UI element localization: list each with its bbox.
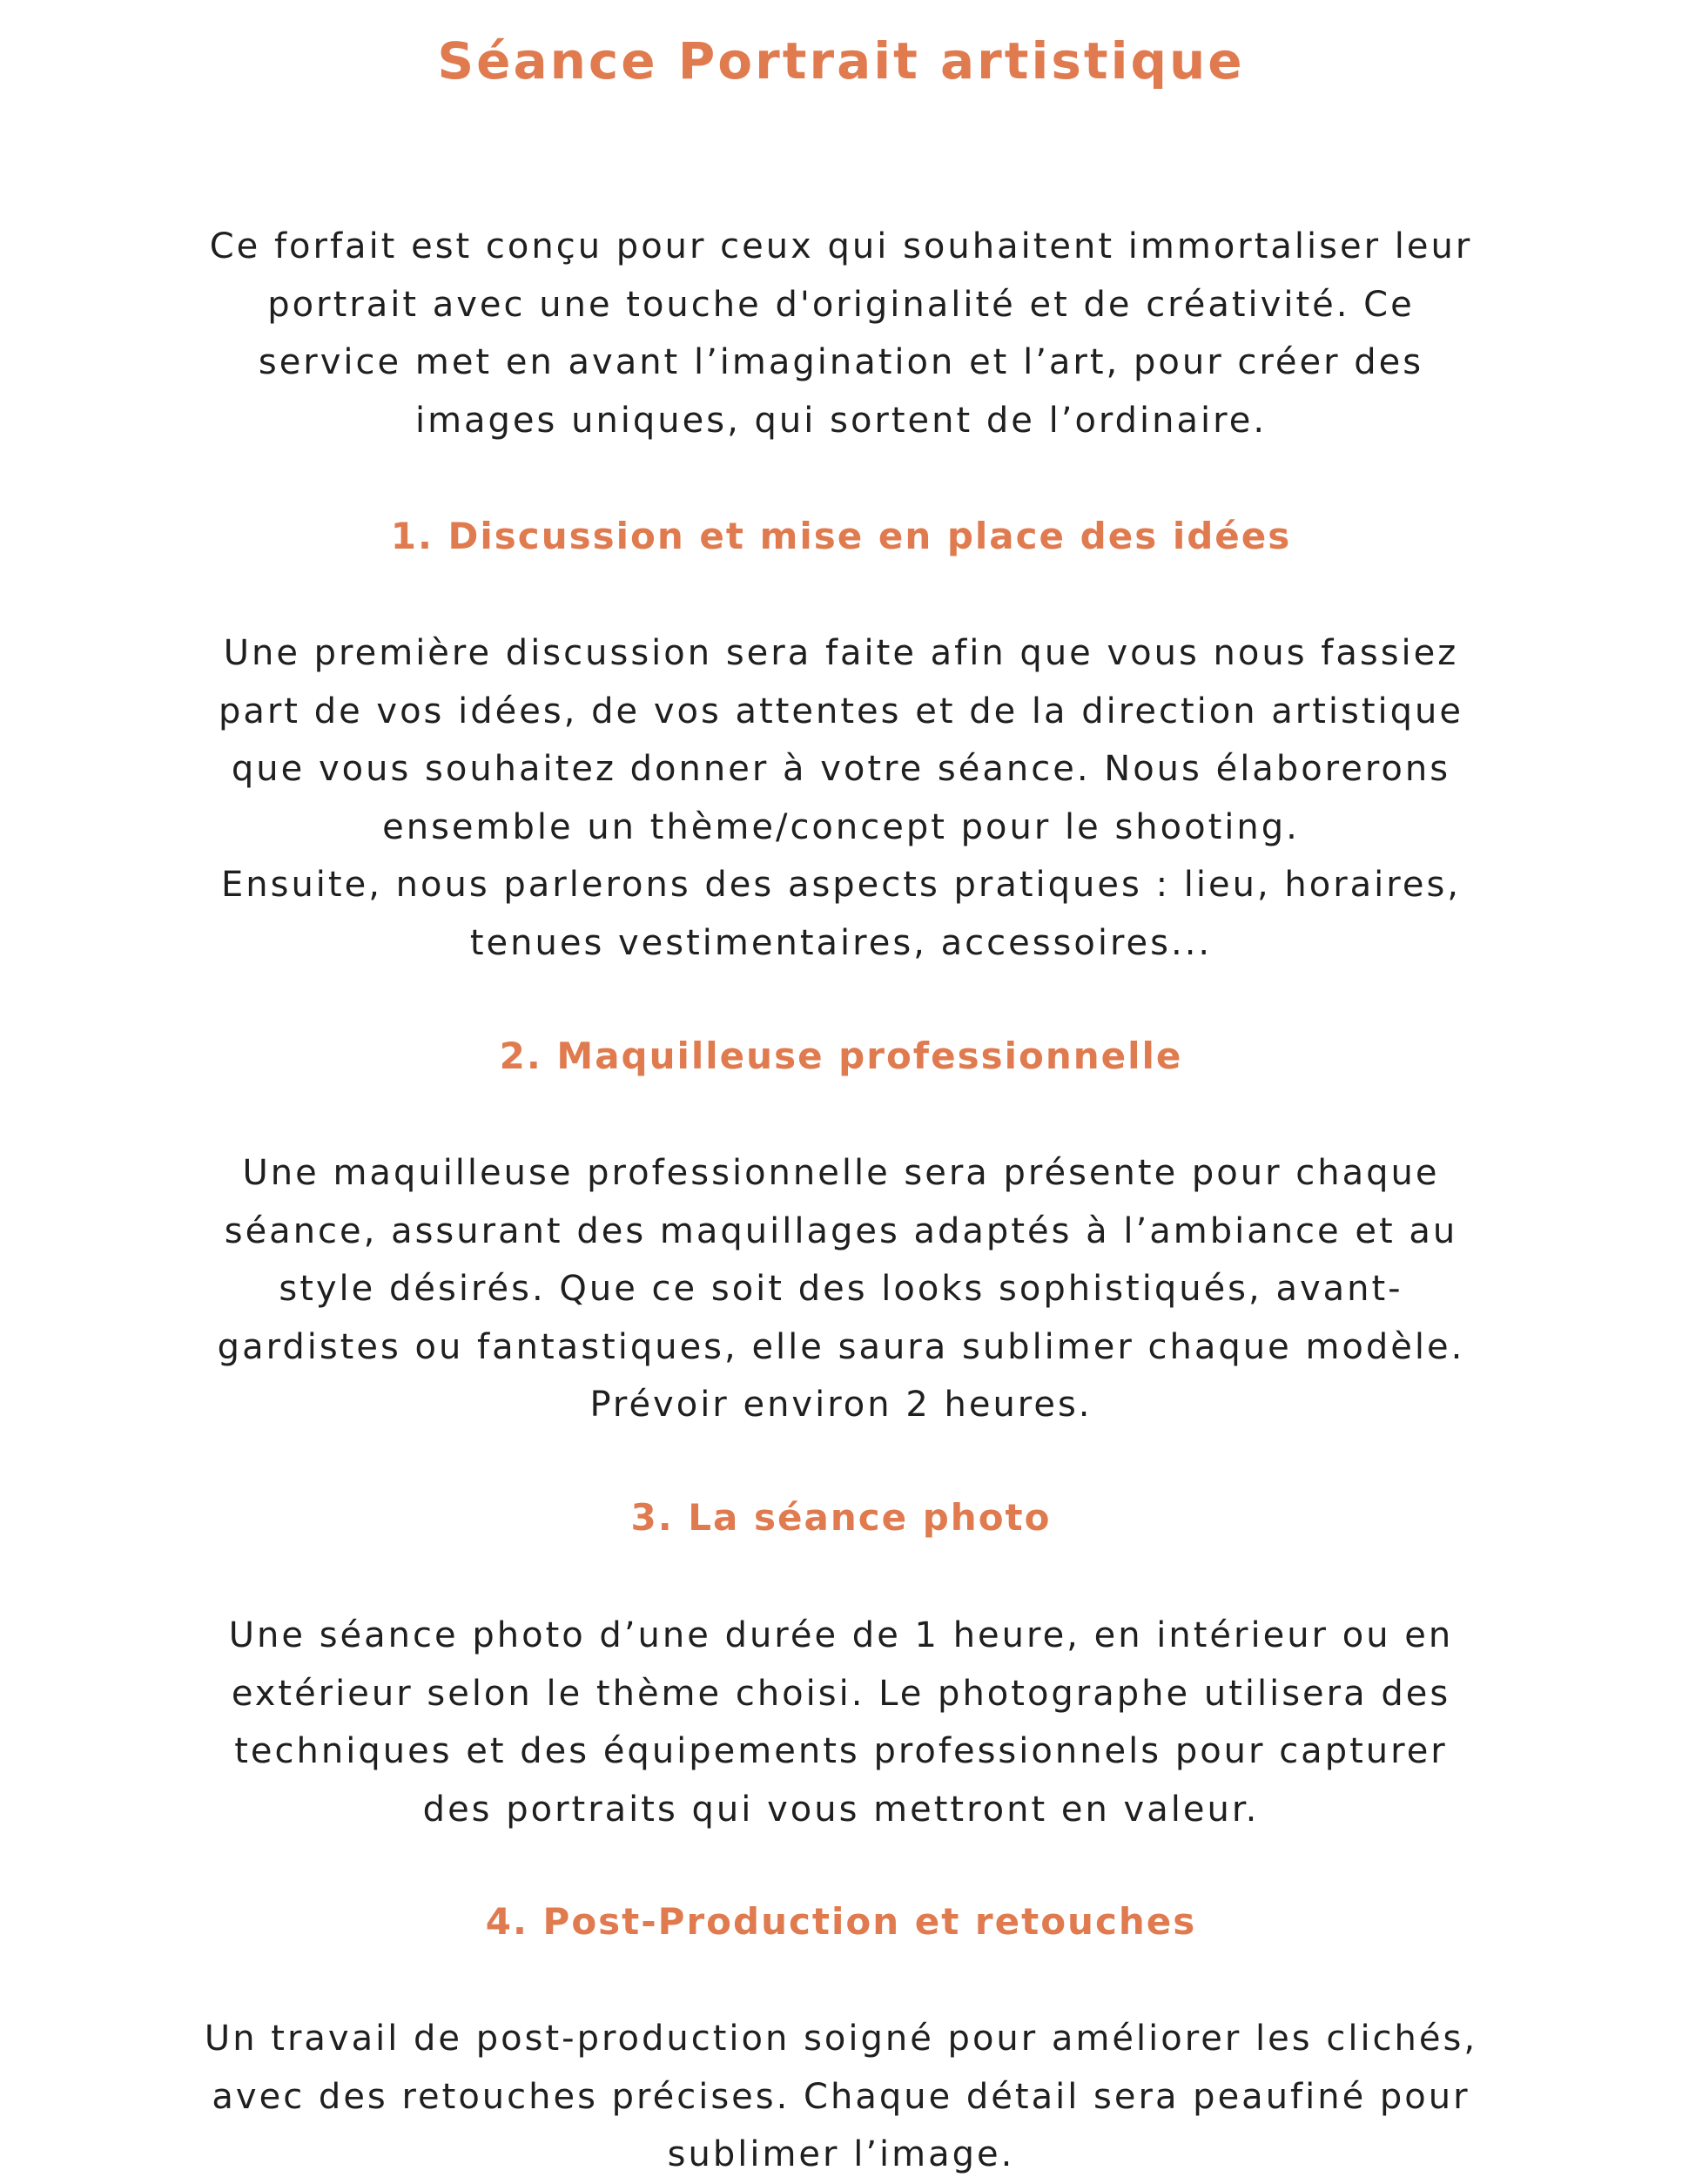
section-heading-post-production: 4. Post-Production et retouches (485, 1900, 1197, 1943)
paragraph-line: ensemble un thème/concept pour le shooting. (382, 806, 1300, 847)
intro-line: portrait avec une touche d'originalité et de créativité. Ce (267, 284, 1415, 325)
paragraph-line: tenues vestimentaires, accessoires... (469, 922, 1213, 963)
intro-line: Ce forfait est conçu pour ceux qui souhaitent immortaliser leur (209, 226, 1473, 266)
paragraph-line: séance, assurant des maquillages adaptés à l’ambiance et au (224, 1210, 1458, 1251)
paragraph-line: Une maquilleuse professionnelle sera présente pour chaque (242, 1153, 1440, 1193)
paragraph-line: techniques et des équipements professionnels pour capturer (234, 1731, 1448, 1771)
intro-line: service met en avant l’imagination et l’art, pour créer des (258, 342, 1424, 382)
paragraph-line: gardistes ou fantastiques, elle saura sublimer chaque modèle. (217, 1326, 1465, 1367)
paragraph-line: Prévoir environ 2 heures. (589, 1385, 1093, 1425)
paragraph-line: Une séance photo d’une durée de 1 heure, en intérieur ou en (228, 1615, 1454, 1655)
paragraph-line: sublimer l’image. (667, 2134, 1015, 2174)
section-paragraph-photo-session (145, 1607, 1537, 1838)
section-paragraph-discussion (145, 624, 1537, 972)
section-heading-makeup: 2. Maquilleuse professionnelle (499, 1035, 1183, 1077)
intro-line: images uniques, qui sortent de l’ordinaire. (414, 400, 1268, 441)
paragraph-line: part de vos idées, de vos attentes et de la direction artistique (218, 691, 1464, 731)
section-paragraph-post-production (145, 2010, 1537, 2184)
paragraph-line: Un travail de post-production soigné pour améliorer les clichés, (204, 2019, 1478, 2059)
section-heading-discussion: 1. Discussion et mise en place des idées (390, 515, 1292, 557)
paragraph-line: avec des retouches précises. Chaque détail sera peaufiné pour (212, 2076, 1470, 2117)
paragraph-line: que vous souhaitez donner à votre séance. Nous élaborerons (231, 749, 1451, 789)
page-title: Séance Portrait artistique (437, 31, 1245, 91)
paragraph-line: des portraits qui vous mettront en valeur. (422, 1789, 1260, 1830)
section-paragraph-makeup (145, 1144, 1537, 1434)
section-heading-photo-session: 3. La séance photo (630, 1496, 1052, 1539)
paragraph-line: extérieur selon le thème choisi. Le photographe utilisera des (231, 1673, 1451, 1714)
paragraph-line: Ensuite, nous parlerons des aspects pratiques : lieu, horaires, (220, 865, 1462, 905)
paragraph-line: style désirés. Que ce soit des looks sophistiqués, avant- (279, 1269, 1403, 1309)
intro-paragraph (145, 218, 1537, 449)
paragraph-line: Une première discussion sera faite afin que vous nous fassiez (223, 633, 1459, 673)
